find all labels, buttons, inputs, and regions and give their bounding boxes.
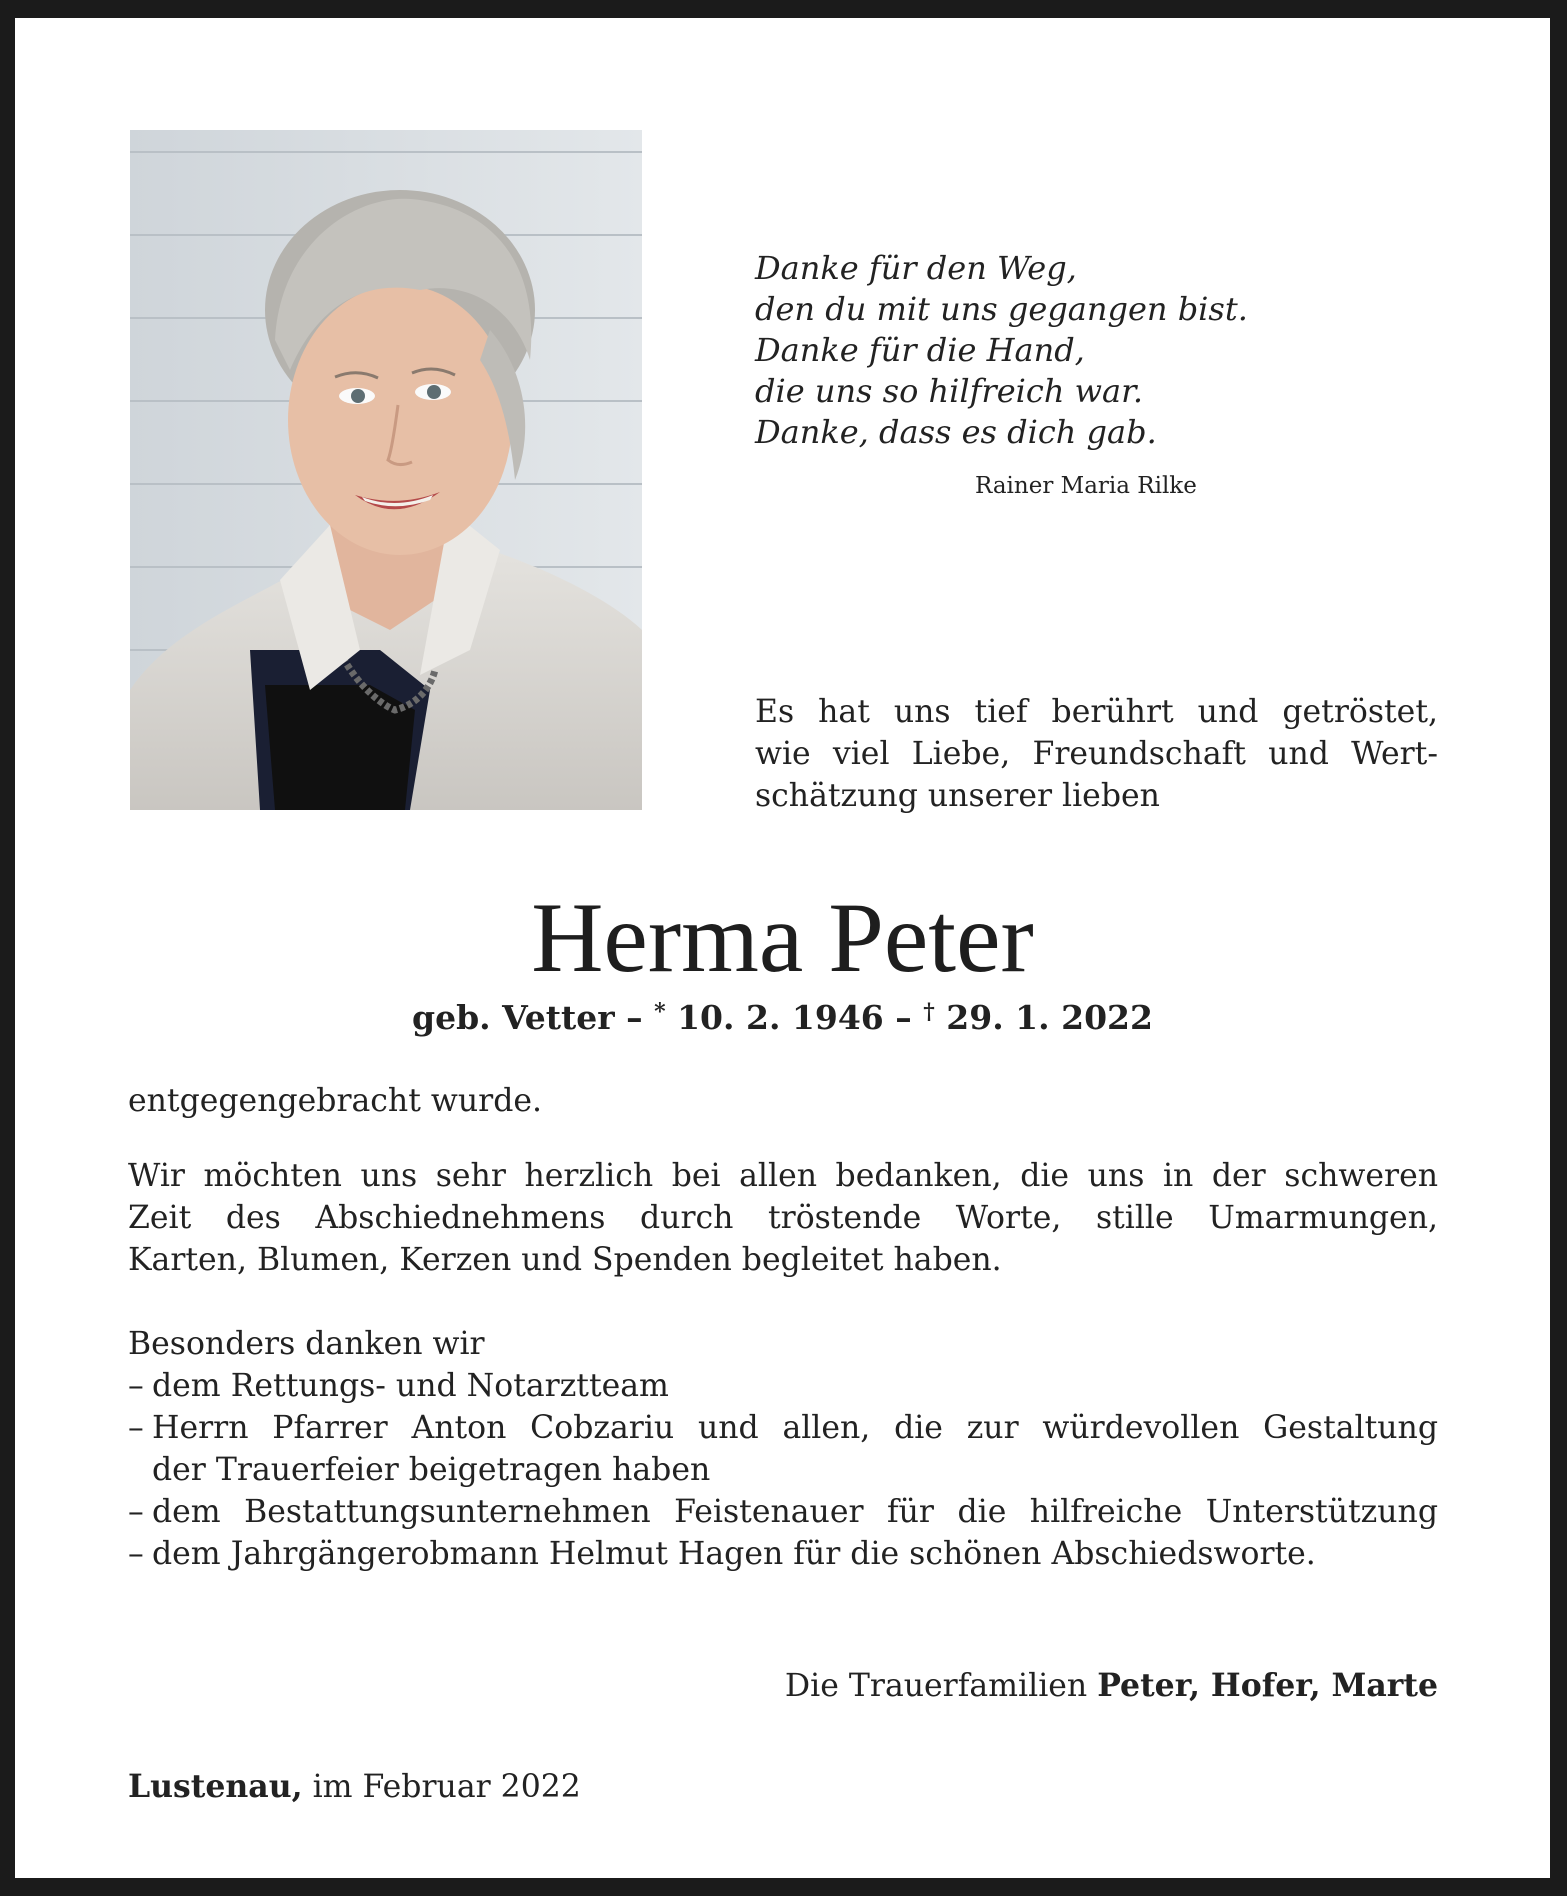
special-thanks-heading: Besonders danken wir <box>128 1326 485 1362</box>
family-names: Peter, Hofer, Marte <box>1097 1667 1438 1704</box>
intro-text <box>755 691 1438 817</box>
date-separator: – <box>883 998 924 1037</box>
list-item-text: dem Rettungs- und Notarztteam <box>152 1368 669 1404</box>
list-item-text: der Trauerfeier beigetragen haben <box>152 1452 711 1488</box>
signature-prefix: Die Trauerfamilien <box>784 1668 1098 1704</box>
birth-date: 10. 2. 1946 <box>665 998 884 1037</box>
poem <box>755 248 1455 453</box>
thanks-paragraph <box>128 1155 1438 1281</box>
list-item <box>128 1407 1438 1491</box>
thanks-line: Zeit des Abschiednehmens durch tröstende Worte, stille Umarmungen, <box>128 1200 1438 1236</box>
list-item <box>128 1491 1438 1533</box>
poem-line: den du mit uns gegangen bist. <box>755 290 1248 328</box>
intro-line: Es hat uns tief berührt und getröstet, <box>755 694 1438 730</box>
intro-line: schätzung unserer lieben <box>755 778 1160 814</box>
family-signature <box>785 1667 1438 1704</box>
list-item <box>128 1365 1438 1407</box>
list-dash: – <box>128 1536 144 1572</box>
list-item <box>128 1533 1438 1575</box>
list-item-text: Herrn Pfarrer Anton Cobzariu und allen, die zur würdevollen Gestaltung <box>152 1410 1438 1446</box>
list-dash: – <box>128 1410 144 1446</box>
birth-name: geb. Vetter <box>412 998 615 1037</box>
continuation-text: entgegengebracht wurde. <box>128 1083 543 1119</box>
poem-line: Danke, dass es dich gab. <box>755 413 1157 451</box>
special-thanks-list <box>128 1365 1438 1575</box>
date-separator: – <box>614 998 655 1037</box>
portrait-image <box>130 130 642 810</box>
death-date: 29. 1. 2022 <box>934 998 1153 1037</box>
poem-author: Rainer Maria Rilke <box>975 473 1197 499</box>
town: Lustenau, <box>128 1768 303 1805</box>
publication-date: im Februar 2022 <box>302 1769 581 1805</box>
list-item-text: dem Bestattungsunternehmen Feistenauer für die hilfreiche Unterstützung <box>152 1494 1438 1530</box>
deceased-name: Herma Peter <box>531 882 1034 993</box>
place-and-date <box>128 1768 581 1805</box>
birth-symbol: * <box>654 999 666 1025</box>
poem-line: Danke für die Hand, <box>755 331 1085 369</box>
thanks-line: Karten, Blumen, Kerzen und Spenden begleitet haben. <box>128 1242 1002 1278</box>
list-dash: – <box>128 1368 144 1404</box>
obituary-sheet <box>15 18 1550 1878</box>
poem-line: Danke für den Weg, <box>755 249 1077 287</box>
death-symbol: † <box>923 999 935 1025</box>
thanks-line: Wir möchten uns sehr herzlich bei allen bedanken, die uns in der schweren <box>128 1158 1438 1194</box>
intro-line: wie viel Liebe, Freundschaft und Wert- <box>755 736 1438 772</box>
life-dates <box>15 998 1550 1037</box>
list-item-text: dem Jahrgängerobmann Helmut Hagen für die schönen Abschiedsworte. <box>152 1536 1316 1572</box>
poem-line: die uns so hilfreich war. <box>755 372 1144 410</box>
portrait-photo <box>130 130 642 810</box>
list-dash: – <box>128 1494 144 1530</box>
